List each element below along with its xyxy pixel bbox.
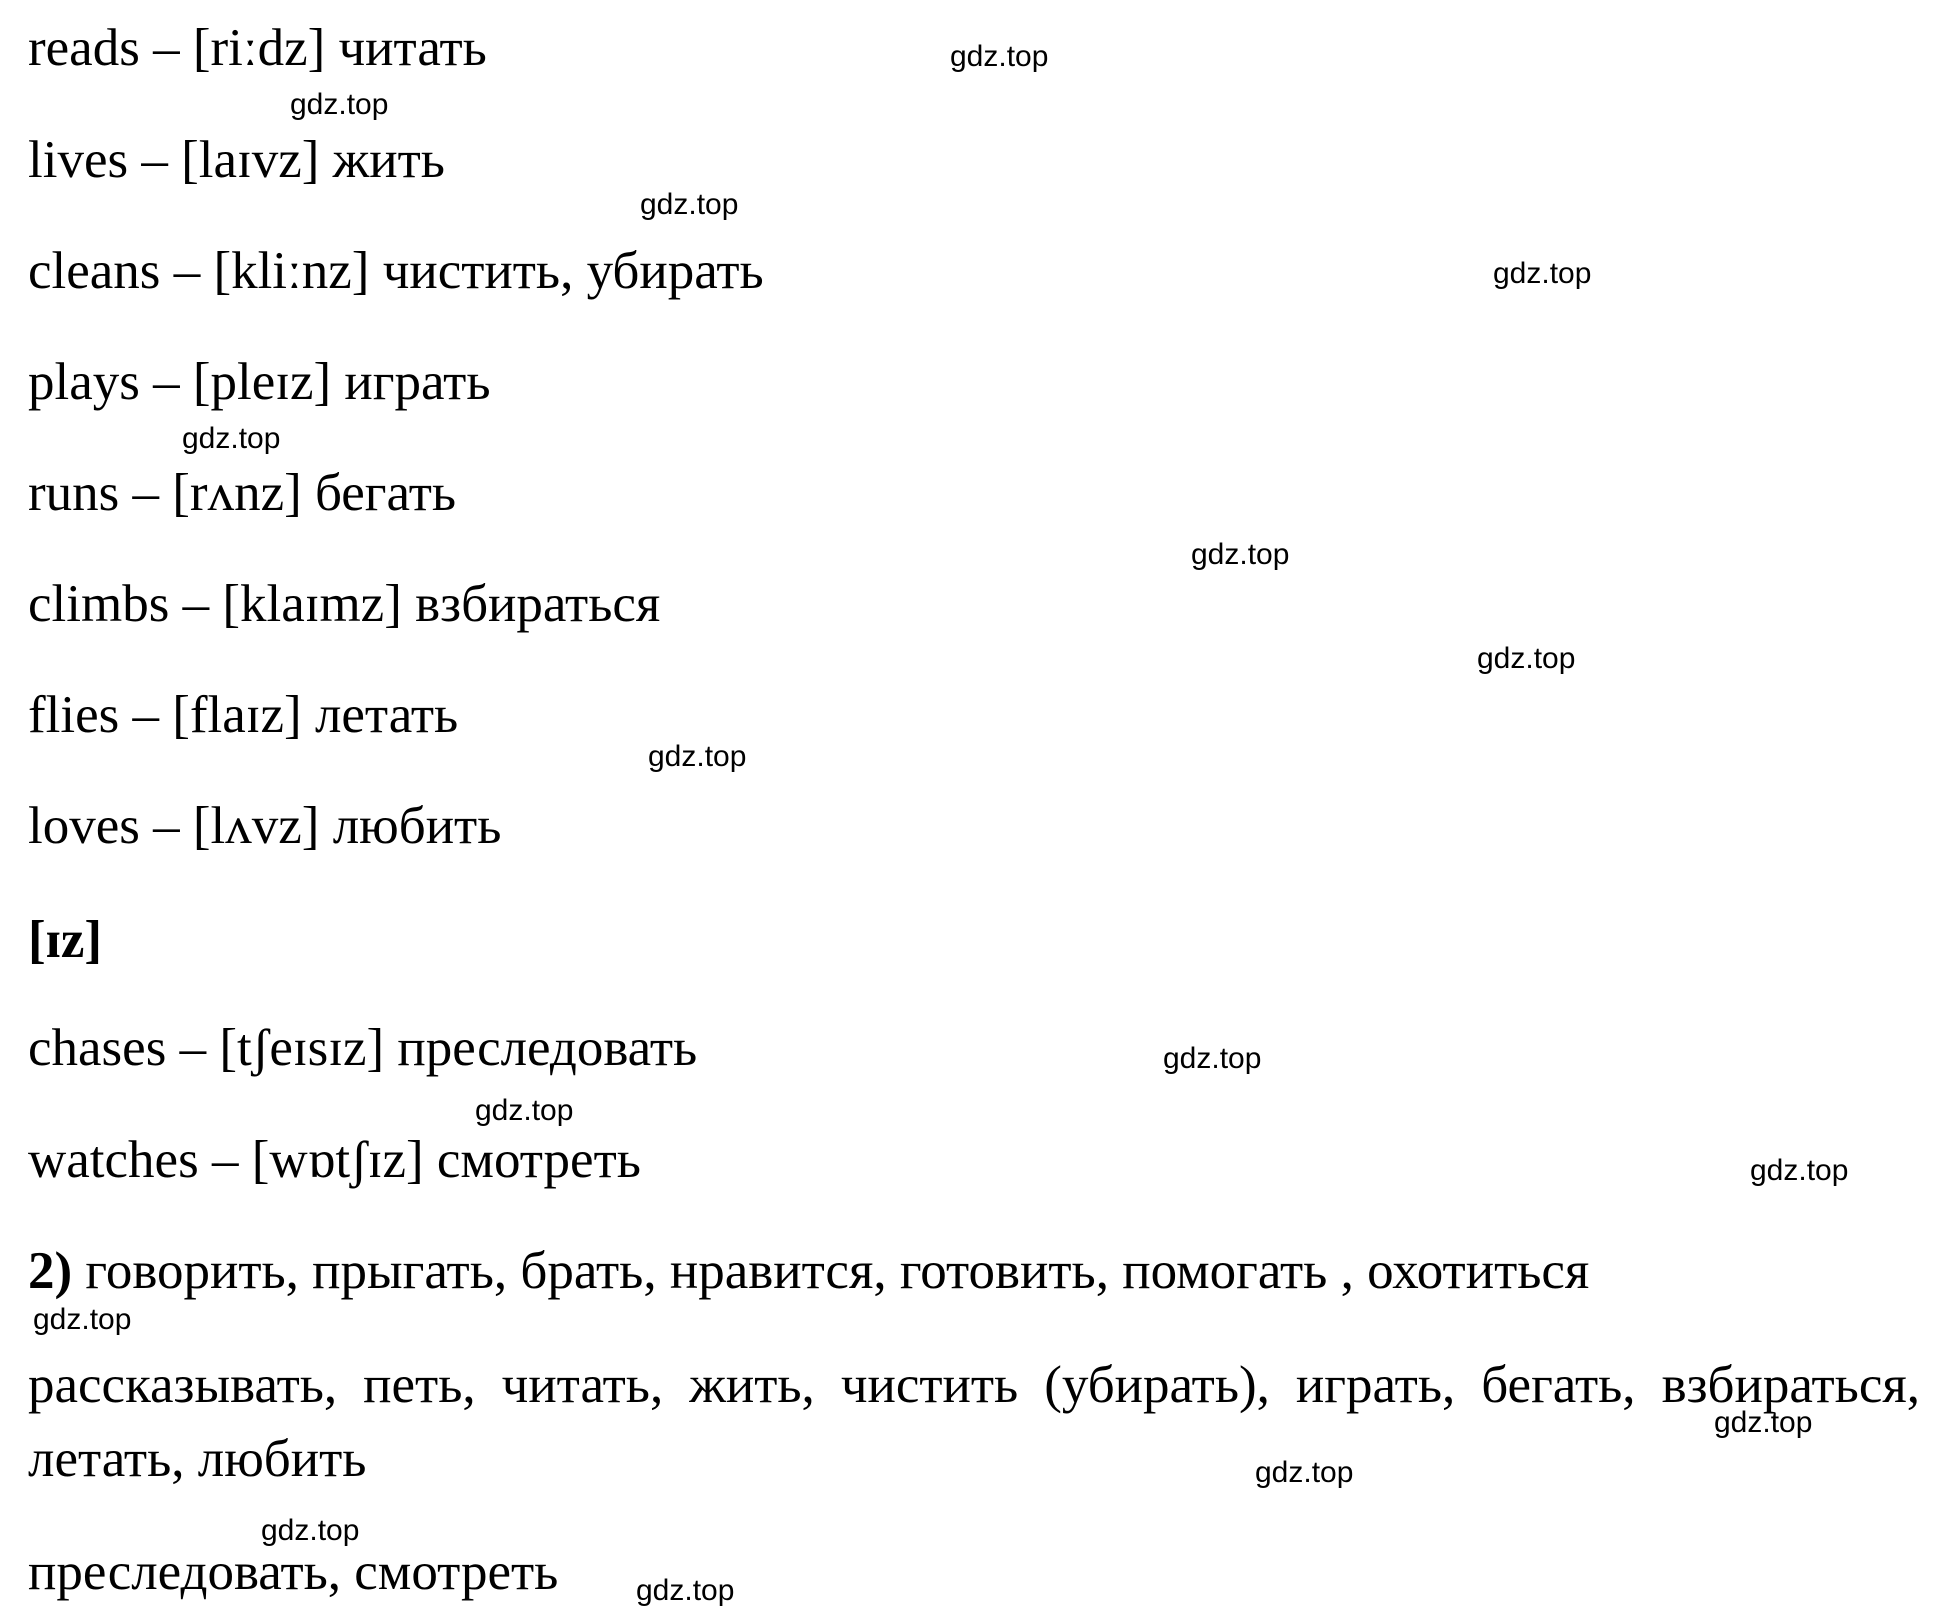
watermark: gdz.top [1255, 1456, 1354, 1489]
entry-row [28, 574, 660, 634]
entry-translation: преследовать [397, 1019, 698, 1077]
section-heading-iz: [ɪz] [28, 911, 103, 969]
entry-dash: – [153, 797, 180, 855]
entry-word: chases [28, 1019, 167, 1077]
entry-dash: – [153, 19, 180, 77]
entry-transcription: [pleɪz] [192, 353, 332, 411]
watermark: gdz.top [640, 188, 739, 221]
entry-word: watches [28, 1131, 199, 1189]
entry-row [28, 352, 491, 412]
entry-word: cleans [28, 242, 161, 300]
entry-transcription: [riːdz] [192, 19, 326, 77]
watermark: gdz.top [950, 40, 1049, 73]
watermark: gdz.top [1750, 1154, 1849, 1187]
entry-word: lives [28, 131, 129, 189]
part2-verbs-line1: говорить, прыгать, брать, нравится, готовить, помогать , охотиться [85, 1242, 1590, 1300]
entry-dash: – [132, 464, 160, 522]
part2-line2: рассказывать, петь, читать, жить, чистить (убирать), играть, бегать, взбираться, летать, любить [28, 1356, 1920, 1488]
entry-dash: – [182, 575, 210, 633]
entry-translation: летать [314, 686, 459, 744]
entry-translation: бегать [315, 464, 457, 522]
entry-transcription: [kliːnz] [213, 242, 370, 300]
entry-row [28, 796, 501, 856]
entry-dash: – [211, 1131, 239, 1189]
entry-translation: жить [332, 131, 445, 189]
watermark: gdz.top [1493, 257, 1592, 290]
entry-row [28, 18, 487, 78]
watermark: gdz.top [648, 740, 747, 773]
entry-translation: любить [332, 797, 502, 855]
entry-dash: – [173, 242, 201, 300]
watermark: gdz.top [33, 1303, 132, 1336]
entry-word: loves [28, 797, 140, 855]
watermark: gdz.top [1477, 642, 1576, 675]
watermark: gdz.top [1191, 538, 1290, 571]
entry-word: climbs [28, 575, 170, 633]
entry-transcription: [rʌnz] [172, 464, 302, 522]
watermark: gdz.top [636, 1574, 735, 1607]
entry-dash: – [132, 686, 159, 744]
entry-row [28, 1130, 641, 1190]
watermark: gdz.top [475, 1094, 574, 1127]
entry-dash: – [141, 131, 168, 189]
entry-row [28, 463, 456, 523]
watermark: gdz.top [1163, 1042, 1262, 1075]
entry-word: plays [28, 353, 140, 411]
entry-transcription: [klaɪmz] [222, 575, 402, 633]
entry-row [28, 241, 764, 301]
entry-transcription: [wɒtʃɪz] [251, 1131, 424, 1189]
entry-row [28, 685, 458, 745]
watermark: gdz.top [261, 1514, 360, 1547]
entry-dash: – [179, 1019, 207, 1077]
watermark: gdz.top [182, 422, 281, 455]
entry-dash: – [153, 353, 180, 411]
entry-transcription: [flaɪz] [172, 686, 302, 744]
entry-transcription: [laɪvz] [181, 131, 320, 189]
entry-transcription: [tʃeɪsɪz] [219, 1019, 385, 1077]
entry-word: flies [28, 686, 120, 744]
part2-line1 [28, 1234, 1589, 1308]
entry-row [28, 130, 445, 190]
entry-word: runs [28, 464, 120, 522]
entry-translation: чистить, убирать [382, 242, 764, 300]
watermark: gdz.top [1714, 1406, 1813, 1439]
entry-translation: играть [344, 353, 491, 411]
part2-line3: преследовать, смотреть [28, 1543, 559, 1601]
entry-translation: читать [338, 19, 487, 77]
entry-translation: взбираться [415, 575, 661, 633]
entry-translation: смотреть [436, 1131, 641, 1189]
entry-word: reads [28, 19, 140, 77]
part2-number: 2) [28, 1242, 73, 1300]
entry-row [28, 1018, 697, 1078]
watermark: gdz.top [290, 88, 389, 121]
entry-transcription: [lʌvz] [192, 797, 320, 855]
